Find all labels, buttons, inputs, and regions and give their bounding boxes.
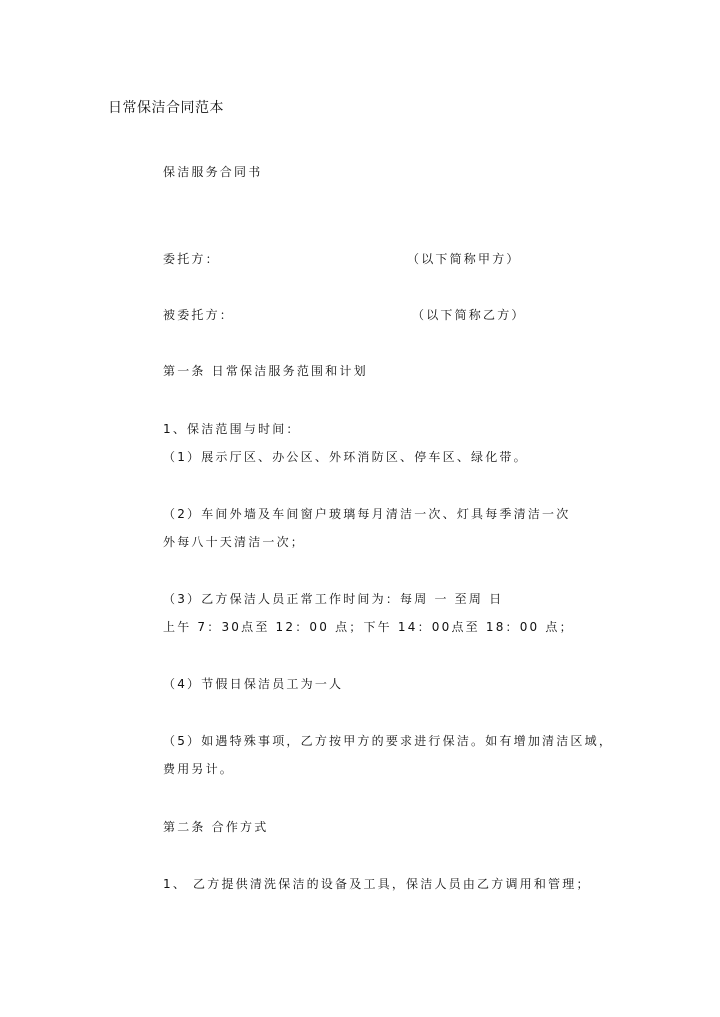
article2-item1: 1、 乙方提供清洗保洁的设备及工具，保洁人员由乙方调用和管理； [163, 877, 591, 891]
party-b-note: （以下简称乙方） [412, 308, 526, 322]
item1-sub5-line1: （5）如遇特殊事项，乙方按甲方的要求进行保洁。如有增加清洁区域， [163, 734, 614, 748]
item1-sub3-line1: （3）乙方保洁人员正常工作时间为：每周 一 至周 日 [163, 592, 504, 606]
item1-sub5-line2: 费用另计。 [163, 762, 235, 776]
item1-sub2-line2: 外每八十天清洁一次； [163, 535, 306, 549]
contract-heading: 保洁服务合同书 [163, 165, 263, 179]
item1-sub2-line1: （2）车间外墙及车间窗户玻璃每月清洁一次、灯具每季清洁一次 [163, 507, 571, 521]
party-b-label: 被委托方： [163, 308, 235, 322]
item1-title: 1、保洁范围与时间： [163, 422, 301, 436]
item1-sub4: （4）节假日保洁员工为一人 [163, 677, 344, 691]
party-a-label: 委托方： [163, 252, 220, 266]
item1-sub1: （1）展示厅区、办公区、外环消防区、停车区、绿化带。 [163, 450, 528, 464]
article2-heading: 第二条 合作方式 [163, 820, 269, 834]
article1-heading: 第一条 日常保洁服务范围和计划 [163, 364, 368, 378]
document-title: 日常保洁合同范本 [108, 100, 224, 116]
party-a-note: （以下简称甲方） [407, 252, 521, 266]
item1-sub3-line2: 上午 7：30点至 12：00 点；下午 14：00点至 18：00 点； [163, 620, 574, 634]
